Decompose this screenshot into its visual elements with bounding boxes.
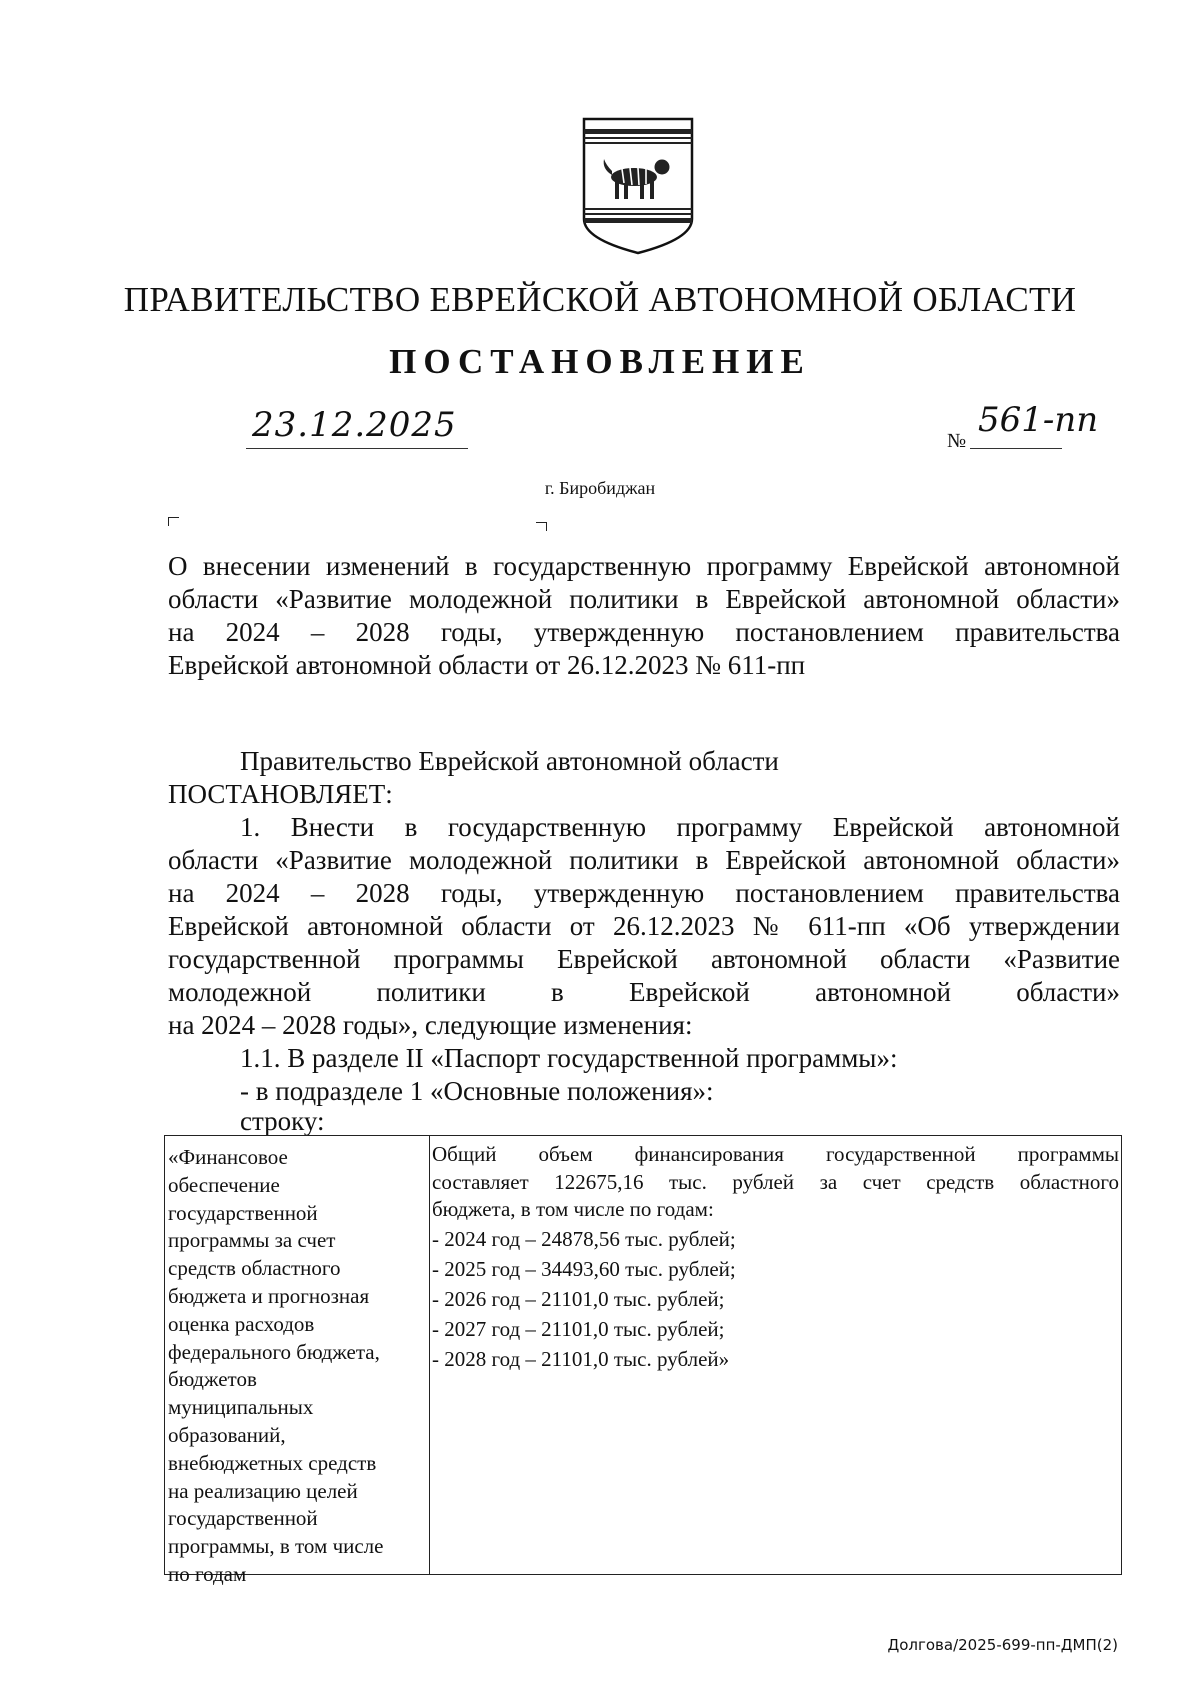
- document-date: 23.12.2025: [252, 405, 457, 445]
- table-right-line: Общий объем финансирования государственной программы: [432, 1142, 1119, 1166]
- table-left-line: по годам: [168, 1561, 247, 1586]
- table-left-line: муниципальных: [168, 1395, 314, 1420]
- table-left-line: «Финансовое: [168, 1145, 288, 1169]
- item1-line: 1. Внести в государственную программу Еврейской автономной: [240, 812, 1120, 842]
- table-left-line: оценка расходов: [168, 1311, 315, 1336]
- document-type: ПОСТАНОВЛЕНИЕ: [389, 342, 811, 381]
- table-left-line: бюджетов: [168, 1367, 257, 1392]
- resolve-text: ПОСТАНОВЛЯЕТ:: [168, 779, 393, 809]
- table-right-line: - 2028 год – 21101,0 тыс. рублей»: [432, 1346, 730, 1371]
- row-label: строку:: [240, 1106, 325, 1136]
- table-right-line: - 2027 год – 21101,0 тыс. рублей;: [432, 1316, 725, 1341]
- date-underline: [246, 448, 468, 449]
- table-right-line: - 2024 год – 24878,56 тыс. рублей;: [432, 1226, 736, 1251]
- subject-line: О внесении изменений в государственную программу Еврейской автономной: [168, 551, 1120, 581]
- table-left-line: программы за счет: [168, 1228, 336, 1253]
- table-left-line: на реализацию целей: [168, 1478, 358, 1503]
- subject-bracket-right: [536, 522, 547, 531]
- footer-reference: Долгова/2025-699-пп-ДМП(2): [887, 1636, 1118, 1654]
- table-left-cell: [165, 1136, 430, 1586]
- subject-block: [168, 550, 1120, 682]
- document-number: 561-пп: [978, 400, 1099, 440]
- city: г. Биробиджан: [544, 478, 656, 498]
- table-left-line: обеспечение: [168, 1172, 280, 1197]
- government-title: ПРАВИТЕЛЬСТВО ЕВРЕЙСКОЙ АВТОНОМНОЙ ОБЛАСТИ: [123, 280, 1077, 319]
- table-left-line: федерального бюджета,: [168, 1339, 380, 1364]
- table-right-line: составляет 122675,16 тыс. рублей за счет средств областного: [432, 1169, 1119, 1194]
- intro-text: Правительство Еврейской автономной области: [240, 746, 779, 776]
- item1-line: области «Развитие молодежной политики в Еврейской автономной области»: [168, 845, 1120, 875]
- item1-line: Еврейской автономной области от 26.12.2023 № 611-пп «Об утверждении: [168, 911, 1120, 941]
- item1-line: государственной программы Еврейской автономной области «Развитие: [168, 944, 1120, 974]
- table-right-line: - 2025 год – 34493,60 тыс. рублей;: [432, 1256, 736, 1281]
- table-right-line: бюджета, в том числе по годам:: [432, 1197, 714, 1221]
- item1-1-text: 1.1. В разделе II «Паспорт государственной программы»:: [240, 1043, 898, 1073]
- subsection-text: - в подразделе 1 «Основные положения»:: [240, 1076, 714, 1106]
- number-underline: [970, 448, 1062, 449]
- subject-line: на 2024 – 2028 годы, утвержденную постановлением правительства: [168, 617, 1120, 647]
- table-left-line: государственной: [168, 1506, 318, 1531]
- item1-line: на 2024 – 2028 годы», следующие изменения:: [168, 1010, 693, 1040]
- table-left-line: средств областного: [168, 1256, 341, 1281]
- table-right-line: - 2026 год – 21101,0 тыс. рублей;: [432, 1286, 725, 1311]
- table-left-line: внебюджетных средств: [168, 1450, 377, 1475]
- subject-line: Еврейской автономной области от 26.12.2023 № 611-пп: [168, 650, 806, 680]
- subject-line: области «Развитие молодежной политики в Еврейской автономной области»: [168, 584, 1120, 614]
- table-left-line: образований,: [168, 1422, 286, 1447]
- item1-line: молодежной политики в Еврейской автономной области»: [168, 977, 1120, 1007]
- coat-of-arms-emblem: [580, 115, 696, 257]
- table-left-line: бюджета и прогнозная: [168, 1283, 370, 1308]
- number-sign: №: [947, 430, 967, 452]
- financing-table: [164, 1135, 1122, 1586]
- table-left-line: программы, в том числе: [168, 1534, 384, 1559]
- item1-line: на 2024 – 2028 годы, утвержденную постановлением правительства: [168, 878, 1120, 908]
- table-right-cell: [430, 1136, 1121, 1574]
- body-block: [168, 745, 1120, 1134]
- table-left-line: государственной: [168, 1200, 318, 1225]
- subject-bracket-left: [168, 517, 179, 526]
